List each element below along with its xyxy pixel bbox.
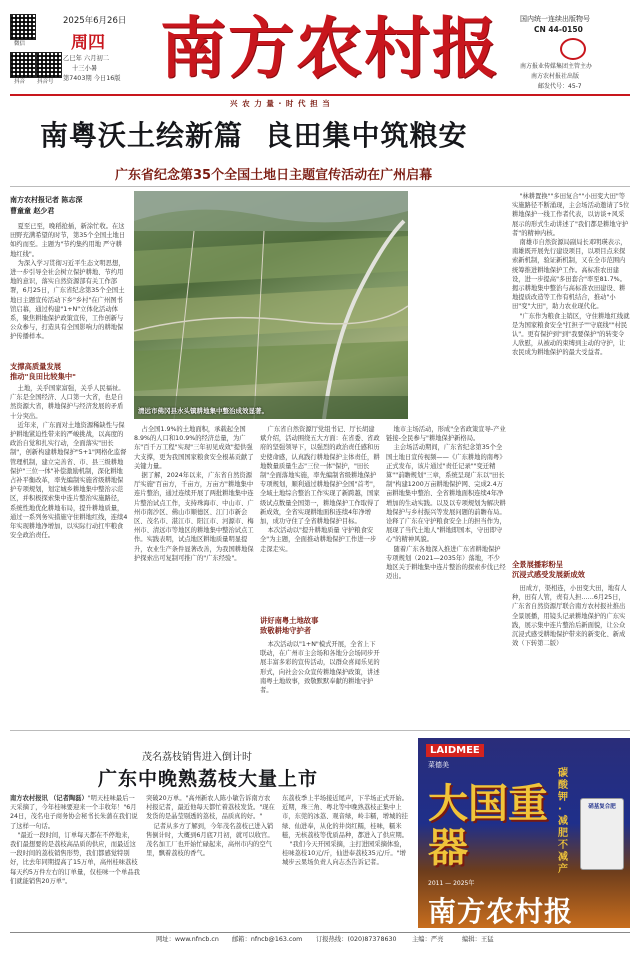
article-col4: [386, 425, 506, 715]
second-story-headline: 广东中晚熟荔枝大量上市: [98, 768, 319, 790]
ad-years: 2011 — 2025年: [428, 880, 475, 887]
second-byline: 南方农村报讯 （记者陶磊）: [10, 795, 88, 802]
qr-label-douyin: 抖音: [14, 79, 26, 85]
ad-brand-cn: 菜德美: [428, 761, 449, 769]
masthead-divider: [10, 94, 630, 96]
paragraph: 地市主场活动，形成"全省政策宣导-产业链接-全民参与"耕地保护新格局。: [386, 426, 506, 443]
second-story-text: "明天桂味最后一天采摘了，今年桂味要迎来一个丰收年！"6月24日，茂名电子商务协会秘书长朱蒲在我们说了这样一句话。: [10, 795, 138, 830]
qr-code-douyin-2: [36, 52, 62, 78]
paragraph: "我们今天开园采摘，主打进园采摘体验，桂味荔枝10元/斤，仙进奉荔枝35元/斤。"增城步云果场负责人向志杰告诉记者。: [282, 841, 406, 867]
section-divider: [10, 730, 630, 731]
ad-product-bag: [580, 798, 624, 870]
article-col3-bottom: [260, 640, 380, 714]
qr-label-douyin-account: 抖音号: [37, 79, 54, 85]
paragraph: 本次活动以"提升耕地质量 守护粮食安全"为主题，全面推动耕地保护工作进一步走深走实。: [260, 527, 377, 553]
main-headline: 南粤沃土绘新篇 良田集中筑粮安: [40, 119, 468, 152]
article-col3: [260, 425, 380, 611]
paragraph: 南雄市自然资源局副局长邓明瑛表示，南雄既开展先行建设项目，以项目点来探索新机制，验证新机制，又在全市范围内统筹推进耕地保护工作。高标准农田建设，进一步提高"多田套合"率至81.7%。揭示耕地集中整治与高标准农田建设、耕地提质改造等工作有机结合，推动"小田"变"大田"，助力农业现代化。: [512, 239, 627, 311]
qr-code-wechat: [10, 14, 36, 40]
qr-label-wechat: 微信: [14, 41, 26, 47]
headline-rule: [10, 186, 630, 187]
paragraph: 近年来，广东面对土地资源稀缺性与保护耕地紧迫性带来的严峻挑战，以高度的政治自觉和扎实行动，全面落实"田长制"，创新构建耕地保护"5+1"网格化监督管理机制，建立完善省、市、县三级耕地保护"三位一体"补偿激励机制，深化耕地占补平衡改革，率先编制实施省级耕地保护专项规划，划定城乡耕地集中整治示范区，并积极探索集中连片整治实施路径，系统性地优化耕地布局，提升耕地质量，通过一系列务实措施守住耕地红线，连续4年实现耕地净增加，以实际行动扛牢粮食安全政治责任。: [10, 421, 128, 540]
ad-side-text: 碳酸钾 · 减肥不减产: [558, 768, 568, 875]
byline-1: 南方农村报记者 陈志深: [10, 196, 83, 204]
advertisement[interactable]: [418, 738, 630, 928]
qr-code-douyin: [10, 52, 36, 78]
footer-rule: [10, 932, 630, 933]
paragraph: 主会场活动期间，广东省纪念第35个全国土地日宣传视频——《广东耕地的南粤》正式发布，该片通过"责任记录""变迁精算""前瞻规划"三章，系统呈现广东以"田长制"构建1200万亩耕地保护网、完成2.4万亩耕地集中整治、全省耕地面积连续4年净增加的生动实践。以及以专项规划为解决耕地保护与乡村振兴等发展问题的前瞻布局。诠释了广东在守护粮食安全上的担当作为，展现了当代土地人"耕地即国本，守田即守心"的精神风貌。: [386, 444, 506, 544]
paragraph: 记者从多方了解到，今年茂名荔枝已进入销售倒计时，大概到6月底7月初，就可以收官。茂名加工厂也开始忙碌起来，高州市内的空气里，飘着荔枝的香气。: [146, 822, 274, 858]
second-story-kicker: 茂名荔枝销售进入倒计时: [142, 752, 252, 763]
paragraph: 田成方，渠相连，小田变大田，地有人种，田有人管，责有人担……6月25日，广东省自然资源厅联合南方农村报社推出全景展播，用镜头记录耕地保护的广东实践，展示集中连片整治后新面貌，让公众沉浸式感受耕地保护带来的新变化、新成效（下转第二版）: [512, 585, 627, 648]
ad-big-text: 大国重器: [428, 781, 548, 871]
paragraph: "广东作为粮食主销区，守住耕地红线就是为国家粮食安全"扛担子""守底线""村民认"。更有保护到"到"我要保护"的转变令人欣慰，从被动的束缚到主动的守护，让农民成为耕地保护的最大受益者。: [512, 312, 630, 357]
article-col5: [512, 192, 630, 552]
footer-email[interactable]: 邮箱：nfncb@163.com: [232, 936, 303, 943]
footer-website[interactable]: 网址：www.nfncb.cn: [156, 936, 219, 943]
cn-label: 国内统一连续出版物号: [520, 15, 590, 23]
footer-editor: 主编：严亮: [412, 936, 444, 943]
sub-headline: 广东省纪念第35个全国土地日主题宣传活动在广州启幕: [115, 168, 433, 183]
paragraph: 为深入学习贯彻习近平生态文明思想，进一步引导全社会树立保护耕地、节约用地的意识，落实自然资源部有关工作部署，6月25日，广东省纪念第35个全国土地日主题宣传活动下乡"乡村"在广州图书馆启幕，通过构建"1+N"立体化活动体系，聚焦耕地保护政策宣传，工作创新与公众参与，打造具有全国影响力的耕地保护传播样本。: [10, 259, 125, 341]
second-story-col1: [10, 794, 140, 922]
second-story-col3: [282, 794, 412, 922]
publisher-line-1: 南方报业传媒集团主管主办: [520, 63, 593, 70]
byline-2: 曹童童 赵少君: [10, 207, 55, 215]
ad-product-label: 硝基复合肥: [588, 804, 616, 810]
article-col5-bottom: [512, 584, 630, 714]
ad-footer-title: 南方农村报: [428, 895, 574, 928]
paragraph: "最近一段时间，订单每天都在不停地来，我们最想要的是荔枝高品质的供应，而最近这一段时间的荔枝销售形势，我们都感觉特别好，比去年同期提高了15万单，高州桂味荔枝每天约5万件左右的订单量，仅桂味一个单品我们就能销售20万单"。: [10, 831, 140, 885]
photo-caption: 清远市佛冈县水头镇耕地集中整治成效显著。: [138, 407, 268, 415]
paragraph: [10, 794, 140, 831]
paragraph: 夏至已至，晚稻抢插，新涂忙收。在这田野充满希望的时节，第35个全国土地日如约而至。主题为"节约集约用地 严守耕地红线"。: [10, 223, 126, 258]
footer-designer: 编辑：王猛: [462, 936, 494, 943]
article-col1-bottom: [10, 384, 128, 712]
paragraph: 据了解，2024年以来，广东省自然资源厅实施"百亩方，千亩方，万亩方"耕地集中连片整治，通过连续开展了两批耕地集中连片整治试点工作，支持珠海市、中山市、广州市南沙区、佛山市顺德区、江门市新会区、茂名市、湛江市、阳江市、河源市、梅州市、清远市等地区的耕地集中整治试点工作。实践表明，试点地区耕地质量明显提升，农业生产条件显著改善，为我国耕地保护探索出可复制可推广的"广东经验"。: [134, 472, 254, 562]
lunar-line-1: 乙巳年 六月初二: [63, 55, 110, 62]
photo-farmland: [134, 191, 408, 419]
lunar-line-3: 第7403期 今日16版: [63, 75, 121, 82]
paragraph: 本次活动以"1+N"模式开展，全省上下联动，在广州市主会场和各地分会场同步开展丰富多彩的宣传活动，以群众喜闻乐见的形式，向社会公众宣传耕地保护政策，讲述南粤土地故事，致敬默默奉献的耕地守护者。: [260, 641, 380, 695]
subhead-col3: 讲好南粤土地故事 致敬耕地守护者: [260, 616, 319, 635]
cn-number: CN 44-0150: [534, 25, 583, 34]
paragraph: 占全国1.9%的土地面积，承载起全国8.9%的人口和10.9%的经济总量，为广东"百千万工程"实现"三年初见成效"提供强大支撑，更为我国国家粮食安全根基贡献了关键力量。: [134, 426, 254, 470]
station-logo: [560, 38, 586, 60]
slogan: 兴 农 力 量 · 时 代 担 当: [230, 99, 331, 108]
masthead: [0, 0, 640, 108]
footer-subscribe: 订报热线：(020)87378630: [316, 936, 397, 943]
paragraph: 突破20万单。"高州新农人陈小敏告诉南方农村报记者，最近他每天都忙着荔枝发货。"现在发货的是晶莹剔透的荔枝，品质真的好。": [146, 795, 275, 821]
paragraph: 土地，关乎国家富强，关乎人民福祉。广东是全国经济、人口第一大省，也是自然资源大省，耕地保护与经济发展的矛盾十分突出。: [10, 385, 125, 420]
lunar-line-2: 十三小暑: [72, 65, 98, 72]
publisher-line-3: 邮发代号：45-7: [538, 83, 582, 90]
subhead-col5: 全景展播彩粉呈 沉浸式感受发展新成效: [512, 560, 585, 579]
aerial-photo-svg: [134, 191, 408, 419]
second-story-col2: [146, 794, 276, 922]
newspaper-title: 南方农村报: [160, 9, 500, 87]
paragraph: 东荔枝季上半场接近尾声，下半场正式开始。近期，珠三角、粤北等中晚熟荔枝正集中上市，东莞的冰荔、观音绿，岭丰糯，增城的挂绿、仙进奉，从化的井岗红糯，桂味，糯米糍，无核荔枝等优质品种，都进入了供应期。: [282, 795, 408, 839]
paragraph: 随着广东各地深入推进广东省耕地保护专项规划（2021—2035年）落地，不少地区关于耕地集中连片整治的探索步伐已经迈出。: [386, 545, 506, 581]
paragraph: "林耕置换""多田复合""小田变大田"等实施路径不断涌现，主会场活动邀请了5位耕地保护一线工作者代表，以访谈+风采展示的形式生动讲述了"我们都是耕地守护者"的精神内核。: [512, 193, 630, 237]
ad-brand: LAIDMEE: [426, 744, 484, 757]
publisher-line-2: 南方农村报社出版: [531, 73, 580, 80]
paragraph: 广东省自然资源厅党组书记、厅长胡建斌介绍，活动围绕五大方面：在省委、省政府的坚强领导下，以强烈的政治责任感和历史使命感，认真践行耕地保护主体责任，耕地数量质量生态"三位一体"保护，"田长制"全面落地实施，率先编制省级耕地保护专项规划，顺利通过耕地保护全国"首考"，全域土地综合整治工作实现了新跨越，国家级试点数量全国第一，耕地保护工作取得了新成效，全省实现耕地面积连续4年净增加，成功守住了全省耕地保护目标。: [260, 426, 380, 526]
weekday: 周四: [71, 33, 105, 53]
article-col2: [134, 425, 254, 715]
issue-date: 2025年6月26日: [63, 16, 127, 26]
article-col1-top: [10, 222, 128, 358]
subhead-col1: 支撑高质量发展 推动"良田比较集中": [10, 362, 76, 381]
